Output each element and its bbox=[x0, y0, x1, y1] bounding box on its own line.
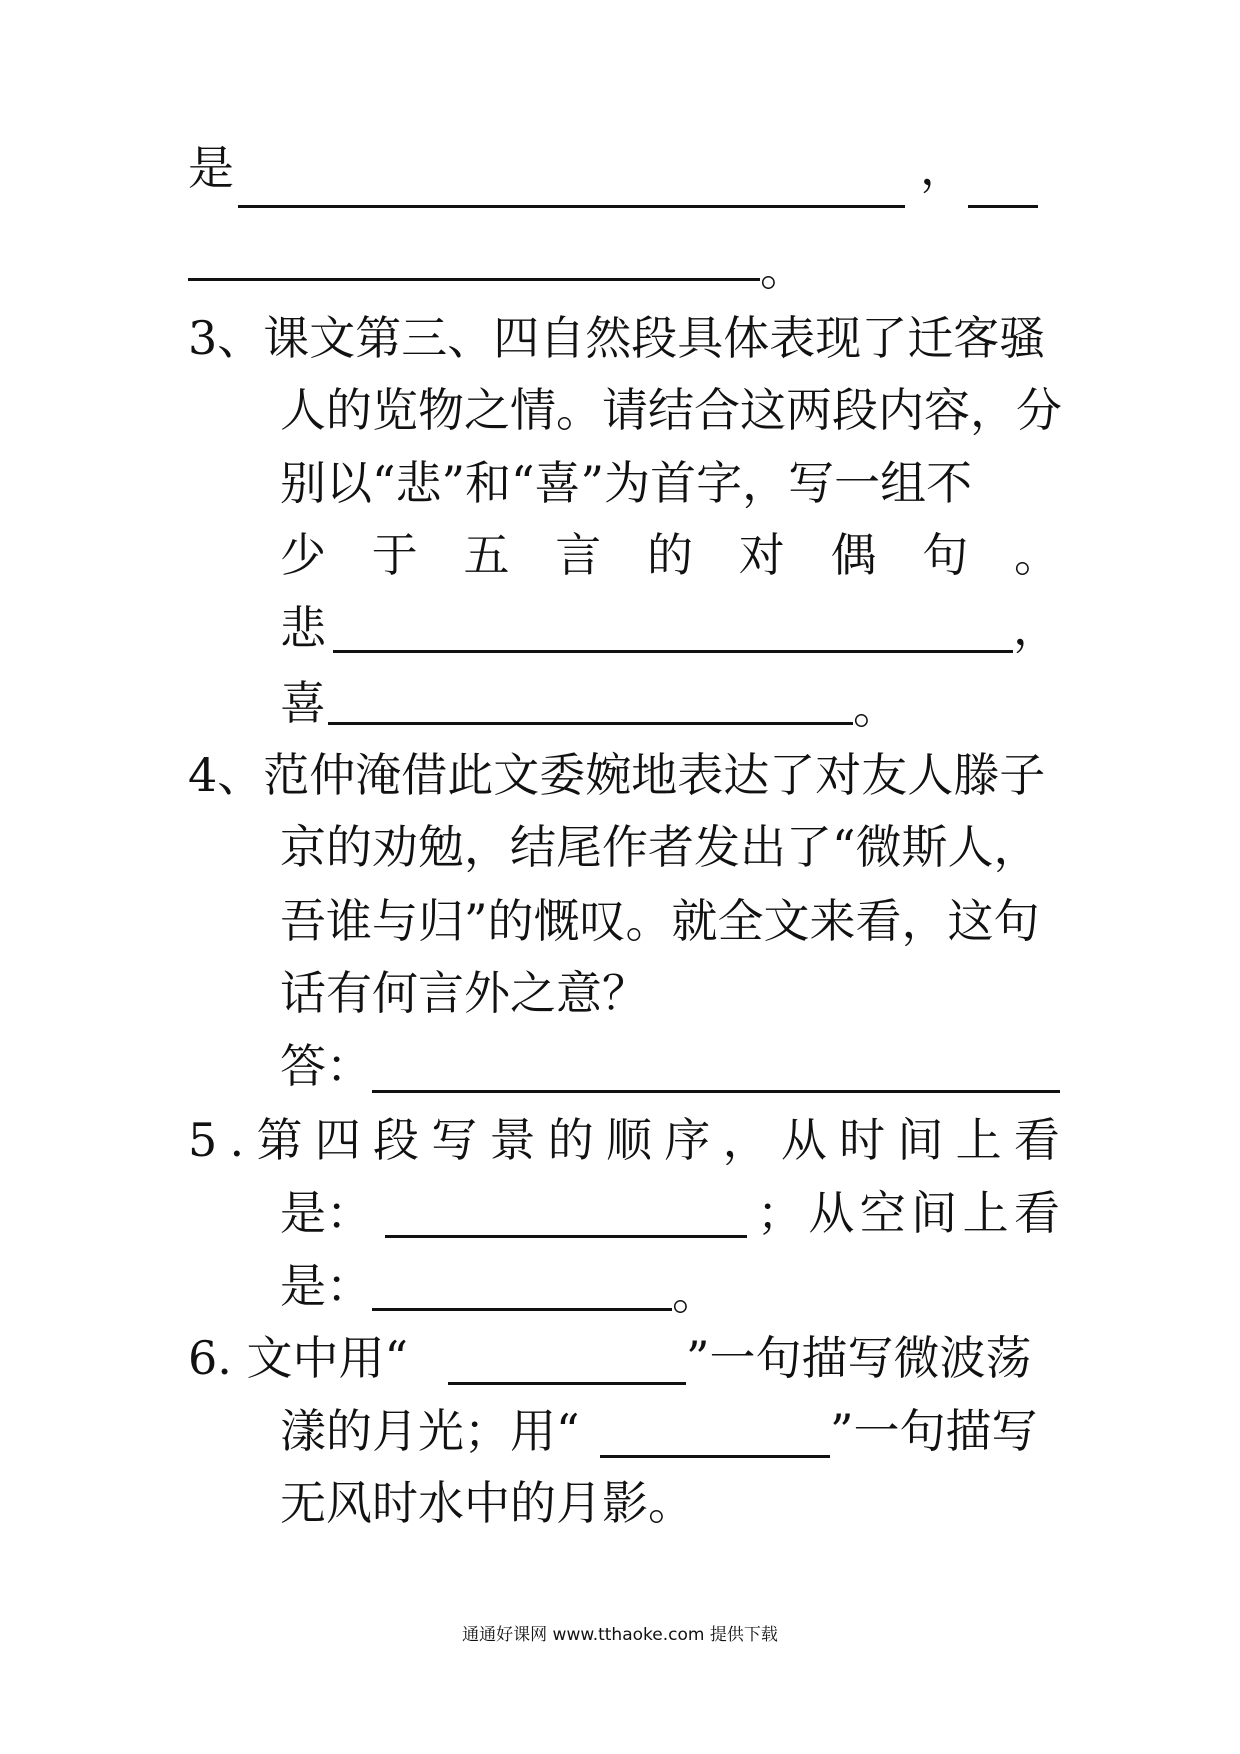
q5-space-blank[interactable] bbox=[372, 1308, 672, 1311]
q3-line-4-char: 对 bbox=[738, 528, 785, 582]
q3-line-4-char: 言 bbox=[555, 528, 602, 582]
blank-top-2[interactable] bbox=[968, 205, 1038, 208]
q6-line-1-start: 6. 文中用“ bbox=[188, 1331, 409, 1385]
q6-line-2-end: ”一句描写 bbox=[830, 1404, 1038, 1458]
footer-credit: 通通好课网 www.tthaoke.com 提供下载 bbox=[462, 1625, 778, 1645]
q5-space-label: 是： bbox=[280, 1259, 372, 1313]
q4-line-3: 吾谁与归”的慨叹。就全文来看，这句 bbox=[280, 894, 1040, 948]
q5-line-1-char: 从 bbox=[780, 1113, 827, 1167]
q5-line-1-char: 看 bbox=[1013, 1113, 1060, 1167]
q5-time-label: 是： bbox=[280, 1186, 372, 1240]
q3-line-4-char: 偶 bbox=[830, 528, 877, 582]
q3-bei-end: ， bbox=[1013, 601, 1059, 655]
q5-line-1-char: 上 bbox=[955, 1113, 1002, 1167]
q4-line-1: 4、范仲淹借此文委婉地表达了对友人滕子 bbox=[188, 748, 1046, 802]
q3-xi-end: 。 bbox=[853, 680, 899, 734]
q5-line-1-char: 序 bbox=[664, 1113, 711, 1167]
q5-space-char: 上 bbox=[962, 1186, 1009, 1240]
q5-time-blank[interactable] bbox=[385, 1235, 747, 1238]
q3-line-1: 3、课文第三、四自然段具体表现了迁客骚 bbox=[188, 311, 1046, 365]
q5-space-char: 从 bbox=[808, 1186, 855, 1240]
q5-line-1-char: 5 bbox=[188, 1113, 218, 1167]
text-period: 。 bbox=[760, 242, 806, 296]
q6-line-1-end: ”一句描写微波荡 bbox=[686, 1331, 1032, 1385]
q5-space-char: ； bbox=[757, 1186, 803, 1240]
q4-answer-label: 答： bbox=[280, 1039, 372, 1093]
q3-line-3: 别以“悲”和“喜”为首字，写一组不 bbox=[280, 456, 973, 510]
blank-top-1[interactable] bbox=[238, 205, 905, 208]
q3-line-4 bbox=[280, 528, 1060, 582]
blank-top-3[interactable] bbox=[188, 278, 760, 281]
q5-line-1-char: 时 bbox=[839, 1113, 886, 1167]
q5-line-1-char: 间 bbox=[897, 1113, 944, 1167]
q5-space-char: 间 bbox=[911, 1186, 958, 1240]
q6-line-3: 无风时水中的月影。 bbox=[280, 1476, 694, 1530]
q3-line-4-char: 五 bbox=[463, 528, 510, 582]
q5-end: 。 bbox=[672, 1266, 718, 1320]
q3-xi-label: 喜 bbox=[280, 676, 326, 730]
q6-blank-2[interactable] bbox=[600, 1455, 830, 1458]
q4-answer-blank[interactable] bbox=[372, 1090, 1060, 1093]
q3-line-4-char: 。 bbox=[1014, 528, 1060, 582]
q6-line-2-start: 漾的月光；用“ bbox=[280, 1404, 580, 1458]
q5-space-char: 空 bbox=[859, 1186, 906, 1240]
q3-line-4-char: 的 bbox=[647, 528, 693, 582]
q5-space-char: 看 bbox=[1013, 1186, 1060, 1240]
text-comma: ， bbox=[920, 141, 966, 195]
q3-line-2: 人的览物之情。请结合这两段内容，分 bbox=[280, 383, 1062, 437]
q3-xi-blank[interactable] bbox=[328, 722, 853, 725]
q5-line-1-char: 写 bbox=[431, 1113, 478, 1167]
q4-line-2: 京的劝勉，结尾作者发出了“微斯人， bbox=[280, 820, 1040, 874]
q5-line-1-char: 段 bbox=[372, 1113, 419, 1167]
q5-line-1-char: 第 bbox=[256, 1113, 303, 1167]
q3-line-4-char: 少 bbox=[280, 528, 326, 582]
q3-line-4-char: 句 bbox=[922, 528, 969, 582]
q4-line-4: 话有何言外之意？ bbox=[280, 966, 648, 1020]
q3-line-4-char: 于 bbox=[371, 528, 418, 582]
q5-line-1-char: 顺 bbox=[606, 1113, 653, 1167]
q3-bei-blank[interactable] bbox=[333, 650, 1013, 653]
q6-blank-1[interactable] bbox=[448, 1382, 686, 1385]
q5-line-1 bbox=[188, 1113, 1060, 1167]
q5-line-1-char: 的 bbox=[547, 1113, 594, 1167]
q5-space-text bbox=[757, 1186, 1060, 1240]
q5-line-1-char: 四 bbox=[314, 1113, 361, 1167]
q5-line-1-char: 景 bbox=[489, 1113, 536, 1167]
q5-line-1-char: . bbox=[229, 1113, 245, 1167]
q3-bei-label: 悲 bbox=[280, 601, 326, 655]
text-shi: 是 bbox=[188, 141, 234, 195]
q5-line-1-char: ， bbox=[722, 1113, 769, 1167]
